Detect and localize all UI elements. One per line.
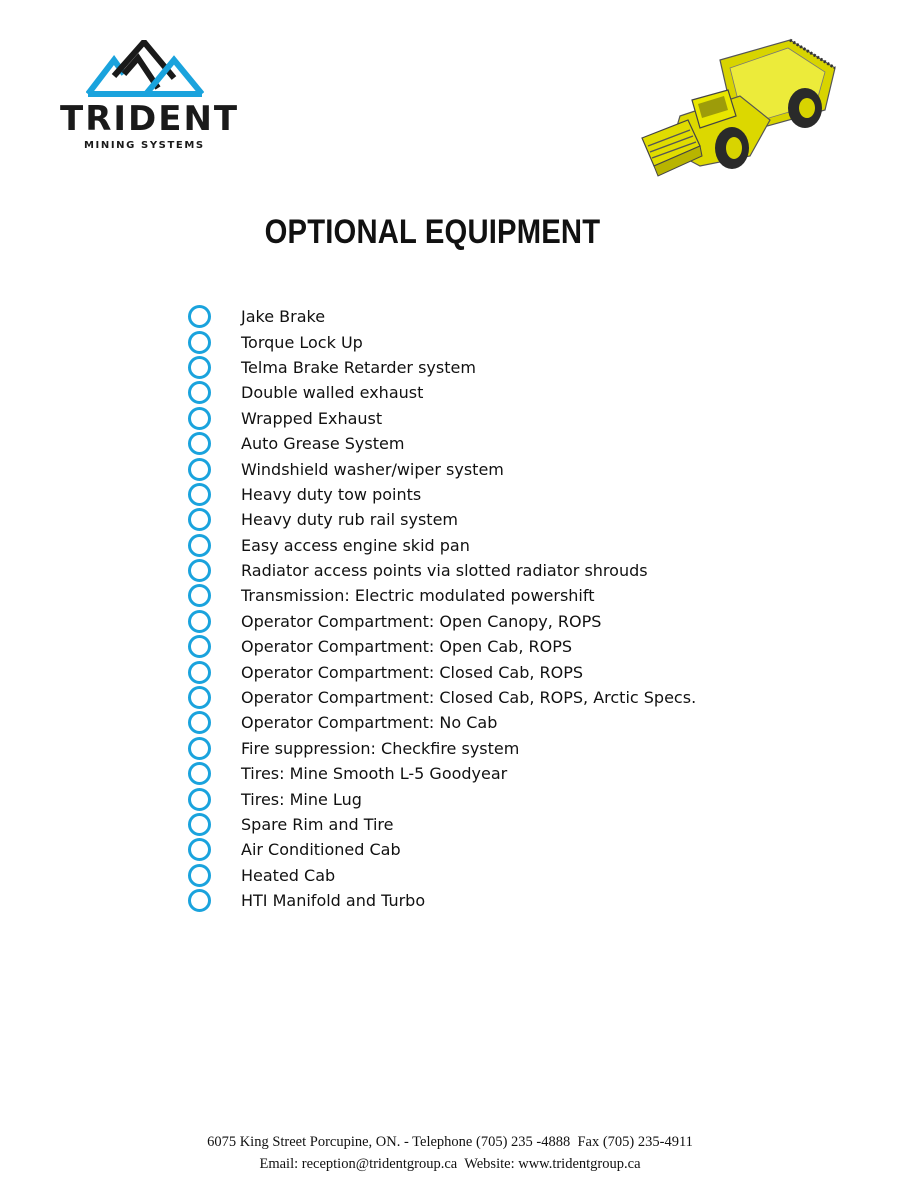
option-label: Tires: Mine Lug xyxy=(241,789,362,809)
footer-contact-line: Email: reception@tridentgroup.ca Website: www.tridentgroup.ca xyxy=(259,1156,641,1172)
circle-checkbox-icon xyxy=(188,762,211,785)
mining-truck-image xyxy=(640,38,840,183)
circle-checkbox-icon xyxy=(188,864,211,887)
mountain-logo-icon xyxy=(86,40,204,98)
option-label: Tires: Mine Smooth L-5 Goodyear xyxy=(241,764,508,784)
circle-checkbox-icon xyxy=(188,483,211,506)
list-item xyxy=(188,482,696,507)
option-label: Operator Compartment: Open Canopy, ROPS xyxy=(241,611,602,631)
list-item xyxy=(188,406,696,431)
circle-checkbox-icon xyxy=(188,356,211,379)
list-item xyxy=(188,863,696,888)
circle-checkbox-icon xyxy=(188,458,211,481)
circle-checkbox-icon xyxy=(188,737,211,760)
list-item xyxy=(188,355,696,380)
circle-checkbox-icon xyxy=(188,331,211,354)
list-item xyxy=(188,659,696,684)
option-label: HTI Manifold and Turbo xyxy=(241,891,426,911)
list-item xyxy=(188,558,696,583)
option-label: Transmission: Electric modulated powershift xyxy=(241,586,595,606)
circle-checkbox-icon xyxy=(188,813,211,836)
circle-checkbox-icon xyxy=(188,635,211,658)
circle-checkbox-icon xyxy=(188,610,211,633)
circle-checkbox-icon xyxy=(188,661,211,684)
circle-checkbox-icon xyxy=(188,559,211,582)
brand-subtitle: MINING SYSTEMS xyxy=(84,140,205,151)
brand-name: TRIDENT xyxy=(60,99,240,139)
circle-checkbox-icon xyxy=(188,432,211,455)
list-item xyxy=(188,634,696,659)
option-label: Operator Compartment: No Cab xyxy=(241,713,498,733)
page-title: OPTIONAL EQUIPMENT xyxy=(264,213,601,251)
list-item xyxy=(188,786,696,811)
list-item xyxy=(188,329,696,354)
list-item xyxy=(188,888,696,913)
option-label: Operator Compartment: Closed Cab, ROPS xyxy=(241,662,584,682)
list-item xyxy=(188,761,696,786)
list-item xyxy=(188,812,696,837)
list-item xyxy=(188,456,696,481)
list-item xyxy=(188,609,696,634)
option-label: Auto Grease System xyxy=(241,434,405,454)
footer-address-line: 6075 King Street Porcupine, ON. - Telephone (705) 235 -4888 Fax (705) 235-4911 xyxy=(207,1134,693,1150)
optional-equipment-list xyxy=(188,304,696,913)
circle-checkbox-icon xyxy=(188,381,211,404)
option-label: Jake Brake xyxy=(241,307,326,327)
option-label: Heavy duty tow points xyxy=(241,484,422,504)
circle-checkbox-icon xyxy=(188,711,211,734)
option-label: Heavy duty rub rail system xyxy=(241,510,458,530)
option-label: Fire suppression: Checkfire system xyxy=(241,738,520,758)
circle-checkbox-icon xyxy=(188,534,211,557)
list-item xyxy=(188,685,696,710)
option-label: Telma Brake Retarder system xyxy=(241,357,476,377)
list-item xyxy=(188,533,696,558)
option-label: Wrapped Exhaust xyxy=(241,408,383,428)
option-label: Operator Compartment: Open Cab, ROPS xyxy=(241,637,573,657)
option-label: Torque Lock Up xyxy=(241,332,363,352)
option-label: Operator Compartment: Closed Cab, ROPS, Arctic Specs. xyxy=(241,688,697,708)
option-label: Heated Cab xyxy=(241,865,336,885)
footer xyxy=(0,1131,900,1175)
circle-checkbox-icon xyxy=(188,305,211,328)
circle-checkbox-icon xyxy=(188,686,211,709)
option-label: Windshield washer/wiper system xyxy=(241,459,504,479)
list-item xyxy=(188,837,696,862)
list-item xyxy=(188,431,696,456)
list-item xyxy=(188,304,696,329)
option-label: Double walled exhaust xyxy=(241,383,424,403)
option-label: Easy access engine skid pan xyxy=(241,535,470,555)
mining-truck-icon xyxy=(640,38,840,183)
circle-checkbox-icon xyxy=(188,788,211,811)
list-item xyxy=(188,507,696,532)
list-item xyxy=(188,736,696,761)
list-item xyxy=(188,583,696,608)
circle-checkbox-icon xyxy=(188,838,211,861)
circle-checkbox-icon xyxy=(188,889,211,912)
list-item xyxy=(188,710,696,735)
list-item xyxy=(188,380,696,405)
circle-checkbox-icon xyxy=(188,508,211,531)
circle-checkbox-icon xyxy=(188,584,211,607)
company-logo xyxy=(60,40,240,155)
option-label: Air Conditioned Cab xyxy=(241,840,401,860)
option-label: Radiator access points via slotted radiator shrouds xyxy=(241,561,648,581)
option-label: Spare Rim and Tire xyxy=(241,815,394,834)
circle-checkbox-icon xyxy=(188,407,211,430)
